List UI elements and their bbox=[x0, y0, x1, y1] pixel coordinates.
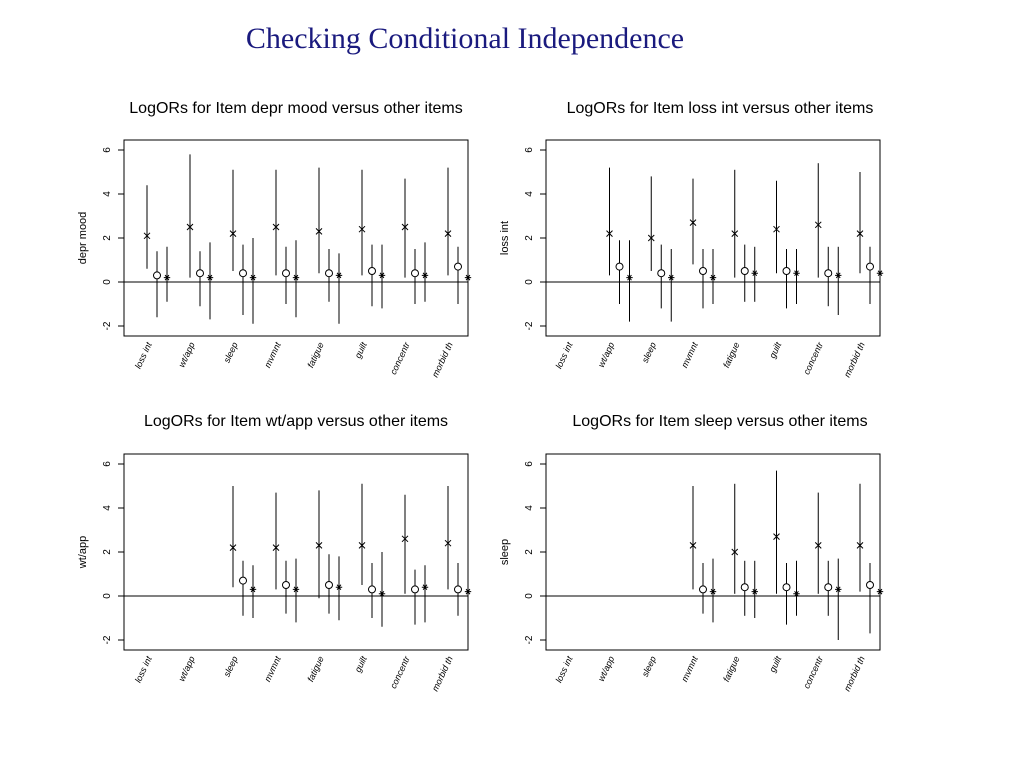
x-category-label: fatigue bbox=[721, 340, 742, 370]
point-marker-circle bbox=[369, 586, 376, 593]
point-marker-circle bbox=[658, 270, 665, 277]
y-tick-label: 6 bbox=[102, 461, 113, 467]
y-tick-label: 0 bbox=[102, 279, 113, 285]
y-axis-label: wt/app bbox=[77, 535, 89, 569]
x-category-label: sleep bbox=[639, 340, 659, 365]
x-category-label: mvmnt bbox=[679, 654, 700, 684]
point-marker-circle bbox=[741, 584, 748, 591]
point-marker-circle bbox=[326, 270, 333, 277]
y-tick-label: 6 bbox=[524, 147, 535, 153]
x-category-label: sleep bbox=[221, 340, 240, 365]
x-category-label: morbid th bbox=[841, 340, 867, 379]
y-tick-label: 4 bbox=[524, 505, 535, 511]
x-category-label: mvmnt bbox=[679, 340, 700, 370]
x-category-label: fatigue bbox=[305, 340, 326, 370]
y-tick-label: 0 bbox=[102, 593, 113, 599]
x-category-label: guilt bbox=[352, 654, 369, 674]
x-category-label: fatigue bbox=[305, 654, 326, 684]
chart-title: LogORs for Item depr mood versus other items bbox=[129, 100, 463, 117]
x-category-label: loss int bbox=[553, 654, 575, 685]
y-tick-label: 2 bbox=[102, 549, 113, 555]
x-category-label: wt/app bbox=[176, 340, 197, 369]
y-tick-label: 0 bbox=[524, 593, 535, 599]
point-marker-circle bbox=[154, 272, 161, 279]
x-category-label: sleep bbox=[639, 654, 659, 679]
point-marker-circle bbox=[240, 577, 247, 584]
slide-title: Checking Conditional Independence bbox=[245, 22, 685, 55]
point-marker-circle bbox=[455, 263, 462, 270]
x-category-label: mvmnt bbox=[262, 340, 283, 370]
x-category-label: guilt bbox=[767, 340, 784, 360]
y-tick-label: -2 bbox=[524, 321, 535, 331]
chart-title: LogORs for Item sleep versus other items bbox=[572, 413, 868, 430]
x-category-label: wt/app bbox=[596, 654, 617, 683]
x-category-label: morbid th bbox=[429, 654, 455, 693]
x-category-label: loss int bbox=[553, 340, 575, 371]
x-category-label: sleep bbox=[221, 654, 240, 679]
y-tick-label: -2 bbox=[524, 635, 535, 645]
point-marker-circle bbox=[369, 268, 376, 275]
point-marker-circle bbox=[867, 263, 874, 270]
y-tick-label: 0 bbox=[524, 279, 535, 285]
chart-panel-3 bbox=[77, 413, 471, 693]
x-category-label: guilt bbox=[767, 654, 784, 674]
y-tick-label: 2 bbox=[102, 235, 113, 241]
x-category-label: morbid th bbox=[429, 340, 455, 379]
x-category-label: guilt bbox=[352, 340, 369, 360]
point-marker-circle bbox=[283, 270, 290, 277]
chart-title: LogORs for Item loss int versus other items bbox=[566, 100, 874, 117]
x-category-label: wt/app bbox=[176, 654, 197, 683]
x-category-label: wt/app bbox=[596, 340, 617, 369]
chart-panel-2 bbox=[499, 100, 883, 379]
y-axis-label: loss int bbox=[499, 220, 511, 256]
point-marker-circle bbox=[783, 584, 790, 591]
point-marker-circle bbox=[825, 270, 832, 277]
y-tick-label: 2 bbox=[524, 549, 535, 555]
point-marker-circle bbox=[240, 270, 247, 277]
point-marker-circle bbox=[412, 586, 419, 593]
point-marker-circle bbox=[197, 270, 204, 277]
point-marker-circle bbox=[616, 263, 623, 270]
x-category-label: fatigue bbox=[721, 654, 742, 684]
point-marker-circle bbox=[783, 268, 790, 275]
x-category-label: loss int bbox=[132, 340, 154, 371]
x-category-label: concentr bbox=[388, 340, 412, 377]
point-marker-circle bbox=[825, 584, 832, 591]
y-tick-label: 4 bbox=[524, 191, 535, 197]
y-tick-label: -2 bbox=[102, 635, 113, 645]
chart-panel-4 bbox=[499, 413, 883, 693]
x-category-label: mvmnt bbox=[262, 654, 283, 684]
y-tick-label: 4 bbox=[102, 191, 113, 197]
point-marker-circle bbox=[700, 586, 707, 593]
point-marker-circle bbox=[283, 582, 290, 589]
chart-title: LogORs for Item wt/app versus other items bbox=[143, 413, 449, 430]
y-tick-label: -2 bbox=[102, 321, 113, 331]
point-marker-circle bbox=[741, 268, 748, 275]
y-axis-label: depr mood bbox=[77, 211, 89, 265]
y-tick-label: 2 bbox=[524, 235, 535, 241]
chart-panel-1 bbox=[77, 100, 471, 379]
point-marker-circle bbox=[867, 582, 874, 589]
plot-frame bbox=[546, 140, 880, 336]
point-marker-circle bbox=[700, 268, 707, 275]
y-tick-label: 4 bbox=[102, 505, 113, 511]
point-marker-circle bbox=[326, 582, 333, 589]
x-category-label: concentr bbox=[801, 654, 826, 691]
x-category-label: concentr bbox=[388, 654, 412, 691]
x-category-label: concentr bbox=[801, 340, 826, 377]
y-tick-label: 6 bbox=[102, 147, 113, 153]
point-marker-circle bbox=[455, 586, 462, 593]
y-axis-label: sleep bbox=[499, 538, 511, 566]
x-category-label: morbid th bbox=[841, 654, 867, 693]
point-marker-circle bbox=[412, 270, 419, 277]
x-category-label: loss int bbox=[132, 654, 154, 685]
y-tick-label: 6 bbox=[524, 461, 535, 467]
